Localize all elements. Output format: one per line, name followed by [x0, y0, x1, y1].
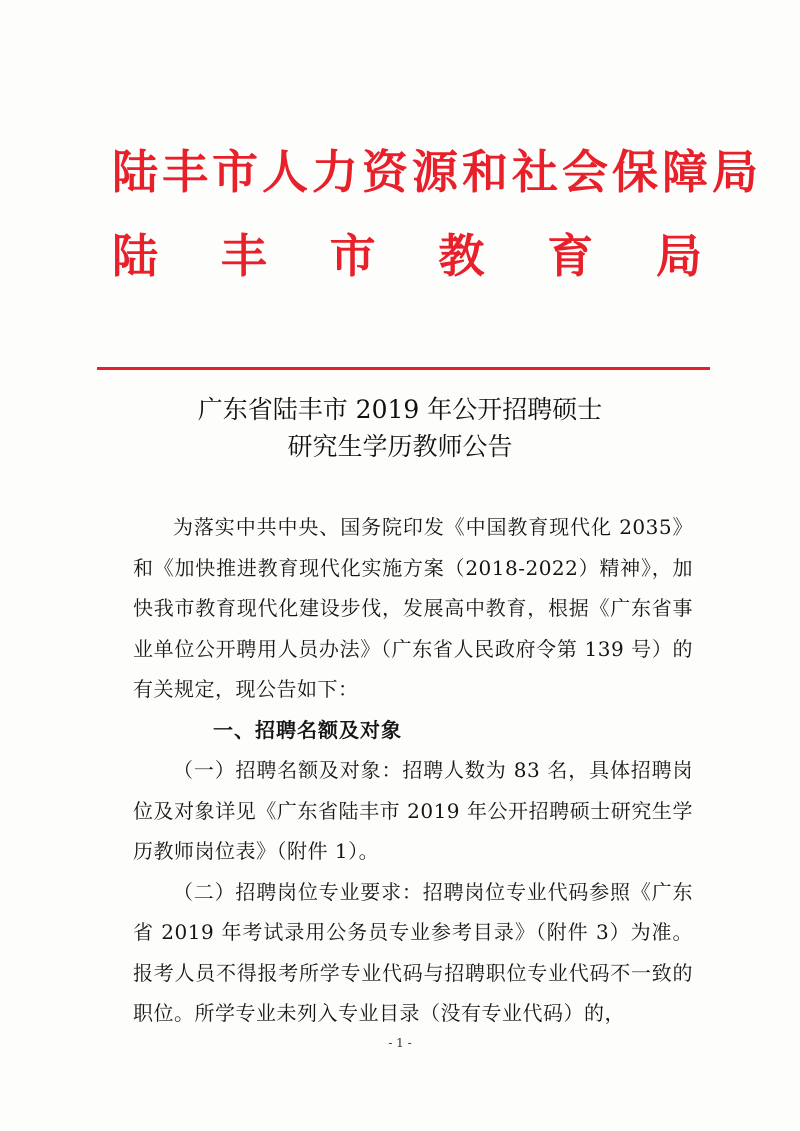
letterhead-char: 陆	[112, 229, 158, 283]
letterhead-char: 市	[329, 229, 376, 283]
document-title-line-1: 广东省陆丰市 2019 年公开招聘硕士	[197, 395, 603, 424]
paragraph-quota-and-targets: （一）招聘名额及对象：招聘人数为 83 名，具体招聘岗位及对象详见《广东省陆丰市 2019 年公开招聘硕士研究生学历教师岗位表》（附件 1）。	[133, 758, 693, 863]
letterhead-red-rule	[97, 367, 710, 370]
paragraph-major-requirements: （二）招聘岗位专业要求：招聘岗位专业代码参照《广东省 2019 年考试录用公务员专业参考目录》（附件 3）为准。报考人员不得报考所学专业代码与招聘职位专业代码不一致的职位。所学专业未列入专业目录（没有专业代码）的，	[133, 879, 693, 1025]
intro-paragraph: 为落实中共中央、国务院印发《中国教育现代化 2035》和《加快推进教育现代化实施方案（2018-2022）精神》，加快我市教育现代化建设步伐，发展高中教育，根据《广东省事业单位公开聘用人员办法》（广东省人民政府令第 139 号）的有关规定，现公告如下：	[133, 515, 693, 701]
section-heading-recruitment-quota: 一、招聘名额及对象	[213, 717, 402, 742]
document-title-line-2: 研究生学历教师公告	[287, 432, 513, 461]
page-number: - 1 -	[388, 1036, 412, 1050]
letterhead-line-hrss-bureau: 陆丰市人力资源和社会保障局	[112, 145, 762, 199]
letterhead-char: 丰	[220, 229, 267, 283]
document-body	[133, 507, 693, 1034]
letterhead-char: 局	[655, 229, 702, 283]
letterhead-char: 育	[547, 229, 594, 283]
letterhead-char: 教	[438, 229, 485, 283]
letterhead-line-education-bureau	[112, 220, 702, 286]
